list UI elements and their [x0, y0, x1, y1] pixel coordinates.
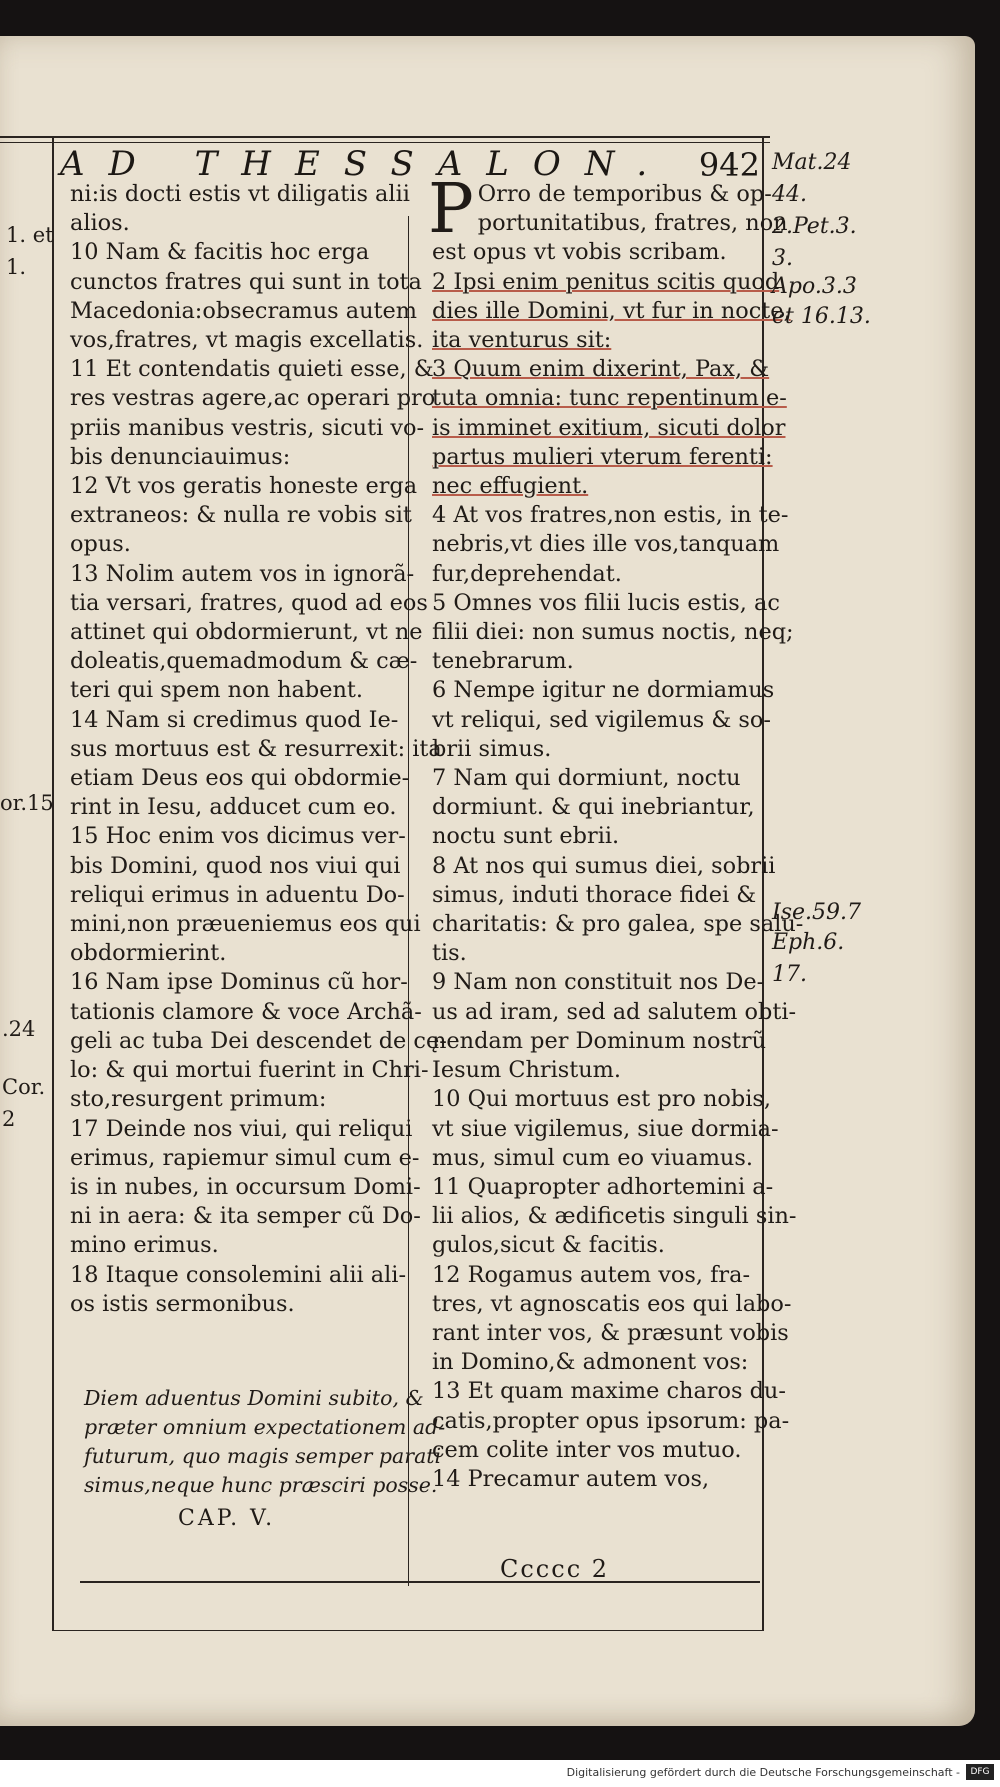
text-line: nebris,vt dies ille vos,tanquam	[432, 531, 780, 558]
text-line: geli ac tuba Dei descendet de cę-	[70, 1027, 447, 1054]
text-line: sto,resurgent primum:	[70, 1086, 327, 1113]
text-line: 4 At vos fratres,non estis, in te-	[432, 502, 789, 529]
text-line: noctu sunt ebrii.	[432, 823, 620, 850]
text-line: fur,deprehendat.	[432, 560, 622, 587]
text-line: portunitatibus, fratres, non	[477, 210, 788, 237]
text-line: doleatis,quemadmodum & cæ-	[70, 648, 418, 675]
text-line: 14 Nam si credimus quod Ie-	[70, 706, 399, 733]
text-line: tuta omnia: tunc repentinum e-	[432, 385, 787, 412]
text-line: 8 At nos qui sumus diei, sobrii	[432, 852, 776, 879]
top-rule-thin	[0, 142, 770, 143]
drop-cap: P	[428, 170, 474, 249]
left-note: 1.	[6, 255, 27, 279]
text-line: etiam Deus eos qui obdormie-	[70, 765, 410, 792]
text-line: mini,non præueniemus eos qui	[70, 911, 421, 938]
text-line: tis.	[432, 940, 467, 967]
right-note: Eph.6.	[772, 930, 845, 955]
text-line: 14 Precamur autem vos,	[432, 1465, 710, 1492]
footer-bar	[0, 1760, 1000, 1787]
text-line: 10 Qui mortuus est pro nobis,	[432, 1086, 772, 1113]
text-line: 12 Vt vos geratis honeste erga	[70, 473, 418, 500]
text-line: lo: & qui mortui fuerint in Chri-	[70, 1057, 429, 1084]
text-line: teri qui spem non habent.	[70, 677, 364, 704]
text-line: us ad iram, sed ad salutem obti-	[432, 998, 797, 1025]
right-note: Mat.24	[772, 150, 852, 175]
summary-line: futurum, quo magis semper parati	[84, 1444, 442, 1468]
right-note: Apo.3.3	[772, 274, 857, 299]
signature-mark: Ccccc 2	[500, 1555, 610, 1583]
text-line: in Domino,& admonent vos:	[432, 1349, 749, 1376]
text-line: 11 Quapropter adhortemini a-	[432, 1173, 774, 1200]
right-note: et 16.13.	[772, 304, 871, 329]
text-line: bis Domini, quod nos viui qui	[70, 852, 401, 879]
top-rule	[0, 136, 770, 138]
text-line: 18 Itaque consolemini alii ali-	[70, 1261, 407, 1288]
text-line: 6 Nempe igitur ne dormiamus	[432, 677, 775, 704]
text-line: extraneos: & nulla re vobis sit	[70, 502, 412, 529]
bottom-rule	[80, 1581, 760, 1583]
text-line: mus, simul cum eo viuamus.	[432, 1144, 753, 1171]
right-note: 2.Pet.3.	[772, 214, 857, 239]
text-line: 7 Nam qui dormiunt, noctu	[432, 765, 741, 792]
text-line: opus.	[70, 531, 131, 558]
text-line: nec effugient.	[432, 473, 589, 500]
text-line: bis denunciauimus:	[70, 443, 291, 470]
summary-line: præter omnium expectationem ad-	[84, 1415, 446, 1439]
text-line: gulos,sicut & facitis.	[432, 1232, 665, 1259]
text-line: 5 Omnes vos filii lucis estis, ac	[432, 589, 780, 616]
footer-credit: Digitalisierung gefördert durch die Deutsche Forschungsgemeinschaft -	[566, 1766, 960, 1779]
left-note: or.15	[0, 791, 54, 815]
chapter-heading: CAP. V.	[178, 1506, 276, 1531]
text-line: 16 Nam ipse Dominus cũ hor-	[70, 969, 408, 996]
text-line: Iesum Christum.	[432, 1057, 622, 1084]
text-line: attinet qui obdormierunt, vt ne	[70, 619, 423, 646]
text-line: is in nubes, in occursum Domi-	[70, 1173, 421, 1200]
text-line: mino erimus.	[70, 1232, 219, 1259]
text-line: est opus vt vobis scribam.	[432, 239, 727, 266]
text-line: 17 Deinde nos viui, qui reliqui	[70, 1115, 413, 1142]
text-line: simus, induti thorace fidei &	[432, 881, 757, 908]
text-line: tationis clamore & voce Archã-	[70, 998, 422, 1025]
text-line: vt siue vigilemus, siue dormia-	[432, 1115, 779, 1142]
text-line: 11 Et contendatis quieti esse, &	[70, 356, 434, 383]
left-note: 1. et	[6, 223, 54, 247]
text-line: reliqui erimus in aduentu Do-	[70, 881, 405, 908]
text-line: tenebrarum.	[432, 648, 574, 675]
text-line: tres, vt agnoscatis eos qui labo-	[432, 1290, 792, 1317]
text-line: res vestras agere,ac operari pro	[70, 385, 436, 412]
text-line: vt reliqui, sed vigilemus & so-	[432, 706, 771, 733]
text-line: ni:is docti estis vt diligatis alii	[70, 181, 410, 207]
left-frame-line	[52, 136, 54, 1631]
text-line: sus mortuus est & resurrexit: ita	[70, 735, 442, 762]
chapter-summary	[84, 1384, 446, 1500]
left-note: 2	[2, 1107, 16, 1131]
text-line: Macedonia:obsecramus autem	[70, 297, 418, 324]
text-line: filii diei: non sumus noctis, neq;	[432, 619, 794, 646]
right-note: 3.	[772, 246, 793, 271]
text-line: cem colite inter vos mutuo.	[432, 1436, 742, 1463]
text-line: 15 Hoc enim vos dicimus ver-	[70, 823, 406, 850]
text-line: 13 Nolim autem vos in ignorã-	[70, 560, 415, 587]
text-line: Orro de temporibus & op-	[477, 181, 772, 207]
text-line: dormiunt. & qui inebriantur,	[432, 794, 755, 821]
text-line: erimus, rapiemur simul cum e-	[70, 1144, 420, 1171]
text-line: is imminet exitium, sicuti dolor	[432, 414, 786, 441]
summary-line: simus,neque hunc præsciri posse.	[84, 1473, 438, 1497]
text-line: 10 Nam & facitis hoc erga	[70, 239, 370, 266]
text-line: ita venturus sit:	[432, 327, 612, 354]
left-column	[70, 180, 447, 1319]
text-line: 9 Nam non constituit nos De-	[432, 969, 765, 996]
page-number: 942	[698, 146, 760, 184]
text-line: 3 Quum enim dixerint, Pax, &	[432, 356, 770, 383]
text-line: rant inter vos, & præsunt vobis	[432, 1319, 789, 1346]
text-line: ni in aera: & ita semper cũ Do-	[70, 1203, 421, 1230]
right-note: 17.	[772, 962, 807, 987]
summary-line: Diem aduentus Domini subito, &	[84, 1386, 424, 1410]
text-line: dies ille Domini, vt fur in nocte,	[432, 297, 791, 324]
text-line: priis manibus vestris, sicuti vo-	[70, 414, 425, 441]
right-note: Ise.59.7	[772, 900, 861, 925]
left-note: .24	[2, 1017, 36, 1041]
dfg-logo: DFG	[966, 1764, 994, 1780]
text-line: brii simus.	[432, 735, 552, 762]
text-line: cunctos fratres qui sunt in tota	[70, 268, 422, 295]
text-line: vos,fratres, vt magis excellatis.	[70, 327, 424, 354]
frame-bottom	[52, 1630, 764, 1631]
text-line: 2 Ipsi enim penitus scitis quod	[432, 268, 780, 295]
running-head: AD THESSALON.	[60, 144, 672, 184]
text-line: partus mulieri vterum ferenti:	[432, 443, 773, 470]
text-line: os istis sermonibus.	[70, 1290, 295, 1317]
text-line: obdormierint.	[70, 940, 227, 967]
text-line: alios.	[70, 210, 130, 237]
text-line: 13 Et quam maxime charos du-	[432, 1378, 786, 1405]
text-line: nendam per Dominum nostrũ	[432, 1027, 767, 1054]
text-line: tia versari, fratres, quod ad eos	[70, 589, 428, 616]
right-note: 44.	[772, 182, 807, 207]
left-note: Cor.	[2, 1075, 46, 1099]
text-line: charitatis: & pro galea, spe salu-	[432, 911, 804, 938]
text-line: lii alios, & ædificetis singuli sin-	[432, 1203, 797, 1230]
text-line: rint in Iesu, adducet cum eo.	[70, 794, 397, 821]
text-line: catis,propter opus ipsorum: pa-	[432, 1407, 790, 1434]
text-line: 12 Rogamus autem vos, fra-	[432, 1261, 751, 1288]
